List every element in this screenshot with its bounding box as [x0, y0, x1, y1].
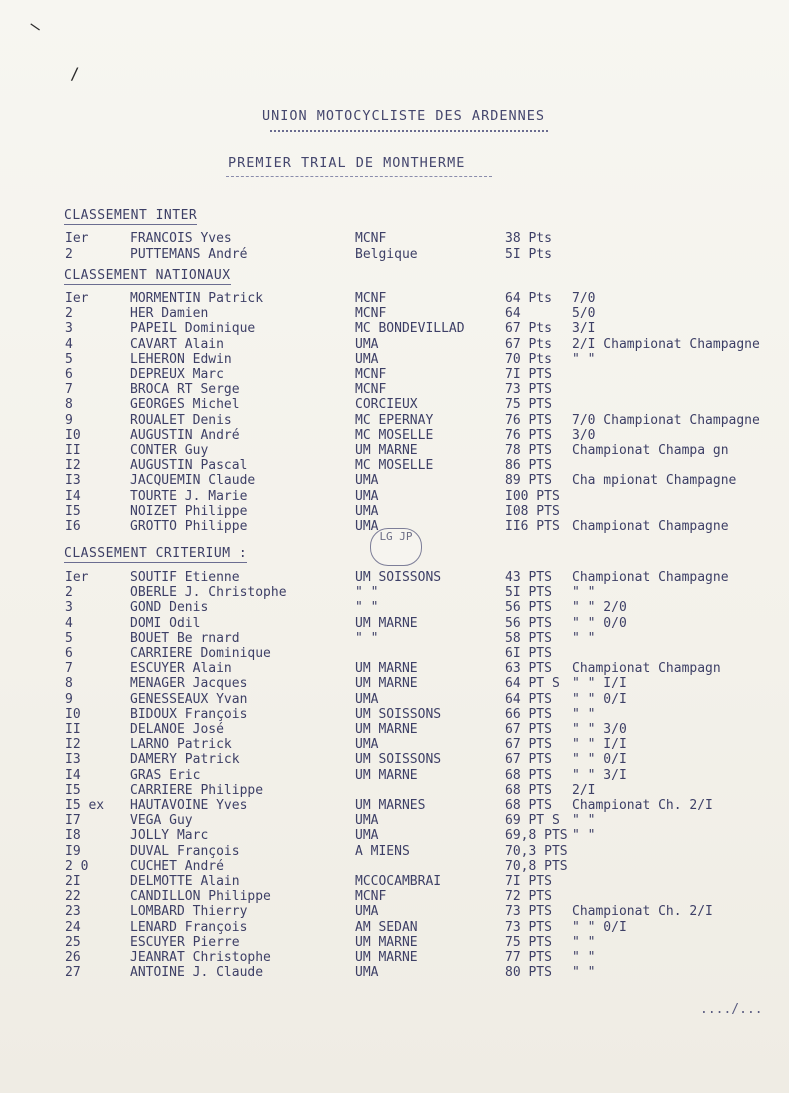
result-row — [0, 397, 789, 412]
result-extra: " " I/I — [572, 676, 627, 692]
result-name: OBERLE J. Christophe — [130, 585, 287, 601]
result-name: GENESSEAUX Yvan — [130, 691, 248, 707]
result-pts: 67 Pts — [505, 321, 552, 337]
result-pts: 70,3 PTS — [505, 843, 568, 859]
result-rank: I8 — [65, 828, 81, 844]
result-row — [0, 570, 789, 585]
result-rank: 5 — [65, 351, 73, 367]
result-name: DELANOE José — [130, 722, 224, 737]
result-name: DUVAL François — [130, 843, 240, 859]
result-rank: II — [65, 722, 81, 737]
result-rank: 3 — [65, 321, 73, 337]
result-rank: 4 — [65, 615, 73, 631]
result-row — [0, 489, 789, 504]
result-row — [0, 707, 789, 722]
result-pts: 58 PTS — [505, 630, 552, 646]
result-row — [0, 428, 789, 443]
result-pts: 76 PTS — [505, 427, 552, 443]
result-rank: 2I — [65, 874, 81, 889]
result-club: UMA — [355, 488, 379, 504]
continuation-mark: ..../... — [700, 1002, 763, 1017]
result-extra: 3/I — [572, 321, 596, 337]
result-club: UMA — [355, 519, 379, 534]
result-row — [0, 247, 789, 262]
result-extra: 7/0 Championat Champagne — [572, 412, 760, 428]
result-rank: I0 — [65, 427, 81, 443]
result-extra: Championat Champagn — [572, 661, 721, 677]
result-extra: " " 3/I — [572, 767, 627, 783]
result-row — [0, 646, 789, 661]
result-name: TOURTE J. Marie — [130, 488, 248, 504]
result-extra: Championat Ch. 2/I — [572, 904, 713, 920]
result-pts: 7I PTS — [505, 367, 552, 382]
initials-stamp: LG JP — [370, 528, 422, 566]
result-extra: Championat Ch. 2/I — [572, 798, 713, 813]
result-rank: 4 — [65, 336, 73, 352]
result-name: BOUET Be rnard — [130, 630, 240, 646]
result-pts: 67 PTS — [505, 737, 552, 753]
result-rank: 2 0 — [65, 858, 89, 874]
result-extra: Championat Champagne — [572, 519, 729, 534]
result-pts: 64 Pts — [505, 291, 552, 306]
result-rank: I4 — [65, 767, 81, 783]
result-rank: I5 — [65, 503, 81, 519]
result-name: CAVART Alain — [130, 336, 224, 352]
result-name: CUCHET André — [130, 858, 224, 874]
result-club: UMA — [355, 691, 379, 707]
result-row — [0, 631, 789, 646]
result-row — [0, 752, 789, 767]
result-rank: I4 — [65, 488, 81, 504]
result-row — [0, 813, 789, 828]
result-pts: 64 PT S — [505, 676, 560, 692]
result-name: DAMERY Patrick — [130, 752, 240, 768]
result-name: AUGUSTIN André — [130, 427, 240, 443]
result-name: MENAGER Jacques — [130, 676, 248, 692]
result-rank: 9 — [65, 691, 73, 707]
result-extra: " " — [572, 965, 596, 981]
result-pts: 38 Pts — [505, 231, 552, 246]
result-rank: Ier — [65, 570, 89, 585]
result-extra: " " 0/0 — [572, 615, 627, 631]
result-extra: " " — [572, 706, 596, 722]
result-club: " " — [355, 585, 379, 601]
result-rank: 6 — [65, 646, 73, 661]
section-title-nationaux: CLASSEMENT NATIONAUX — [64, 268, 231, 283]
result-name: GOND Denis — [130, 600, 209, 616]
result-pts: 72 PTS — [505, 889, 552, 905]
result-row — [0, 291, 789, 306]
result-row — [0, 413, 789, 428]
result-club: UM MARNES — [355, 798, 426, 813]
result-rank: 24 — [65, 919, 81, 935]
result-row — [0, 737, 789, 752]
result-row — [0, 920, 789, 935]
result-rank: Ier — [65, 291, 89, 306]
result-row — [0, 844, 789, 859]
result-club: UM SOISSONS — [355, 570, 442, 585]
pen-tick: / — [70, 64, 80, 83]
result-pts: 56 PTS — [505, 615, 552, 631]
result-rank: I5 — [65, 782, 81, 798]
result-pts: 67 PTS — [505, 722, 552, 737]
result-row — [0, 443, 789, 458]
section-title-criterium: CLASSEMENT CRITERIUM : — [64, 546, 248, 561]
result-row — [0, 337, 789, 352]
result-pts: 64 PTS — [505, 691, 552, 707]
result-name: MORMENTIN Patrick — [130, 291, 264, 306]
result-club: UM MARNE — [355, 934, 418, 950]
result-row — [0, 935, 789, 950]
result-rank: I3 — [65, 752, 81, 768]
result-row — [0, 722, 789, 737]
result-extra: 2/I Championat Champagne — [572, 336, 760, 352]
organization-underline — [270, 130, 548, 132]
result-row — [0, 585, 789, 600]
result-club: UMA — [355, 473, 379, 489]
result-club: MC EPERNAY — [355, 412, 434, 428]
result-name: PAPEIL Dominique — [130, 321, 256, 337]
result-name: JEANRAT Christophe — [130, 950, 271, 965]
result-row — [0, 616, 789, 631]
result-name: LENARD François — [130, 919, 248, 935]
result-rank: 26 — [65, 950, 81, 965]
result-pts: 70,8 PTS — [505, 858, 568, 874]
result-rank: I3 — [65, 473, 81, 489]
result-extra: " " — [572, 585, 596, 601]
result-name: PUTTEMANS André — [130, 246, 248, 262]
result-row — [0, 231, 789, 246]
result-rank: 2 — [65, 246, 73, 262]
result-pts: 70 Pts — [505, 351, 552, 367]
result-rank: I0 — [65, 706, 81, 722]
result-extra: 2/I — [572, 782, 596, 798]
result-row — [0, 828, 789, 843]
result-pts: 78 PTS — [505, 443, 552, 458]
result-club: MCCOCAMBRAI — [355, 874, 442, 889]
result-rank: I7 — [65, 813, 81, 829]
result-row — [0, 504, 789, 519]
result-extra: 5/0 — [572, 306, 596, 322]
result-pts: 73 PTS — [505, 904, 552, 920]
result-club: " " — [355, 630, 379, 646]
result-club: " " — [355, 600, 379, 616]
result-pts: 66 PTS — [505, 706, 552, 722]
result-pts: 5I Pts — [505, 246, 552, 262]
result-pts: 75 PTS — [505, 934, 552, 950]
result-name: HER Damien — [130, 306, 209, 322]
result-row — [0, 676, 789, 691]
result-name: NOIZET Philippe — [130, 503, 248, 519]
result-extra: " " 0/I — [572, 919, 627, 935]
result-row — [0, 798, 789, 813]
result-rank: 22 — [65, 889, 81, 905]
result-club: UM SOISSONS — [355, 752, 442, 768]
result-row — [0, 768, 789, 783]
result-pts: 67 Pts — [505, 336, 552, 352]
result-extra: Cha mpionat Champagne — [572, 473, 737, 489]
result-club: UMA — [355, 737, 379, 753]
result-rank: II — [65, 443, 81, 458]
result-rank: I9 — [65, 843, 81, 859]
result-club: MCNF — [355, 306, 387, 322]
result-pts: 69 PT S — [505, 813, 560, 829]
result-club: UMA — [355, 965, 379, 981]
result-extra: " " — [572, 813, 596, 829]
result-row — [0, 382, 789, 397]
result-club: UMA — [355, 904, 379, 920]
result-name: LOMBARD Thierry — [130, 904, 248, 920]
result-rank: 8 — [65, 676, 73, 692]
result-pts: 86 PTS — [505, 458, 552, 474]
result-club: MCNF — [355, 367, 387, 382]
result-pts: 63 PTS — [505, 661, 552, 677]
result-club: UMA — [355, 351, 379, 367]
result-club: MC MOSELLE — [355, 427, 434, 443]
result-rank: Ier — [65, 231, 89, 246]
result-club: MCNF — [355, 291, 387, 306]
result-row — [0, 352, 789, 367]
result-pts: 73 PTS — [505, 919, 552, 935]
result-rank: I6 — [65, 519, 81, 534]
result-pts: 5I PTS — [505, 585, 552, 601]
result-row — [0, 600, 789, 615]
result-club: MCNF — [355, 231, 387, 246]
event-underline — [226, 176, 492, 177]
result-club: UM MARNE — [355, 950, 418, 965]
result-name: SOUTIF Etienne — [130, 570, 240, 585]
result-extra: " " I/I — [572, 737, 627, 753]
section-title-inter: CLASSEMENT INTER — [64, 208, 198, 223]
result-name: BIDOUX François — [130, 706, 248, 722]
result-club: UM MARNE — [355, 661, 418, 677]
result-club: UM MARNE — [355, 722, 418, 737]
result-pts: I08 PTS — [505, 503, 560, 519]
result-rank: 2 — [65, 306, 73, 322]
result-name: JACQUEMIN Claude — [130, 473, 256, 489]
organization-title: UNION MOTOCYCLISTE DES ARDENNES — [262, 108, 545, 124]
result-row — [0, 965, 789, 980]
result-name: DEPREUX Marc — [130, 367, 224, 382]
result-pts: 75 PTS — [505, 397, 552, 413]
result-extra: " " — [572, 934, 596, 950]
result-extra: " " 2/0 — [572, 600, 627, 616]
result-pts: 7I PTS — [505, 874, 552, 889]
result-extra: " " — [572, 950, 596, 965]
result-name: DOMI Odil — [130, 615, 201, 631]
result-extra: 7/0 — [572, 291, 596, 306]
result-rank: 3 — [65, 600, 73, 616]
result-rank: 6 — [65, 367, 73, 382]
result-club: MCNF — [355, 382, 387, 398]
result-extra: 3/0 — [572, 427, 596, 443]
result-rank: 8 — [65, 397, 73, 413]
result-extra: " " — [572, 630, 596, 646]
result-club: UMA — [355, 828, 379, 844]
result-row — [0, 661, 789, 676]
result-extra: " " 3/0 — [572, 722, 627, 737]
result-rank: 2 — [65, 585, 73, 601]
result-rank: 25 — [65, 934, 81, 950]
result-name: DELMOTTE Alain — [130, 874, 240, 889]
result-name: JOLLY Marc — [130, 828, 209, 844]
result-name: CARRIERE Dominique — [130, 646, 271, 661]
result-name: FRANCOIS Yves — [130, 231, 232, 246]
result-pts: 56 PTS — [505, 600, 552, 616]
result-name: CARRIERE Philippe — [130, 782, 264, 798]
result-rank: I2 — [65, 737, 81, 753]
result-pts: 80 PTS — [505, 965, 552, 981]
result-pts: II6 PTS — [505, 519, 560, 534]
result-rank: 23 — [65, 904, 81, 920]
result-club: AM SEDAN — [355, 919, 418, 935]
result-pts: 68 PTS — [505, 782, 552, 798]
result-club: MCNF — [355, 889, 387, 905]
result-rank: I2 — [65, 458, 81, 474]
result-pts: 43 PTS — [505, 570, 552, 585]
result-row — [0, 889, 789, 904]
result-name: GEORGES Michel — [130, 397, 240, 413]
result-extra: " " — [572, 828, 596, 844]
result-club: MC BONDEVILLAD — [355, 321, 465, 337]
result-pts: 77 PTS — [505, 950, 552, 965]
result-row — [0, 692, 789, 707]
result-row — [0, 950, 789, 965]
result-pts: 64 — [505, 306, 521, 322]
result-name: AUGUSTIN Pascal — [130, 458, 248, 474]
result-pts: 73 PTS — [505, 382, 552, 398]
result-club: UM MARNE — [355, 443, 418, 458]
result-row — [0, 904, 789, 919]
result-name: LARNO Patrick — [130, 737, 232, 753]
result-pts: 68 PTS — [505, 767, 552, 783]
result-rank: 27 — [65, 965, 81, 981]
result-club: UM SOISSONS — [355, 706, 442, 722]
result-club: MC MOSELLE — [355, 458, 434, 474]
result-pts: I00 PTS — [505, 488, 560, 504]
result-club: UMA — [355, 503, 379, 519]
result-club: Belgique — [355, 246, 418, 262]
result-name: LEHERON Edwin — [130, 351, 232, 367]
result-row — [0, 783, 789, 798]
pen-mark: — — [24, 14, 46, 39]
result-club: A MIENS — [355, 843, 410, 859]
result-row — [0, 367, 789, 382]
result-extra: " " 0/I — [572, 752, 627, 768]
event-title: PREMIER TRIAL DE MONTHERME — [228, 155, 466, 171]
result-name: ESCUYER Alain — [130, 661, 232, 677]
result-pts: 6I PTS — [505, 646, 552, 661]
result-rank: I5 ex — [65, 798, 105, 813]
result-pts: 67 PTS — [505, 752, 552, 768]
result-row — [0, 458, 789, 473]
result-extra: " " 0/I — [572, 691, 627, 707]
result-name: ESCUYER Pierre — [130, 934, 240, 950]
result-pts: 69,8 PTS — [505, 828, 568, 844]
result-row — [0, 321, 789, 336]
result-club: CORCIEUX — [355, 397, 418, 413]
result-club: UM MARNE — [355, 615, 418, 631]
result-name: BROCA RT Serge — [130, 382, 240, 398]
result-row — [0, 473, 789, 488]
result-pts: 89 PTS — [505, 473, 552, 489]
result-row — [0, 306, 789, 321]
result-name: HAUTAVOINE Yves — [130, 798, 248, 813]
result-pts: 76 PTS — [505, 412, 552, 428]
result-row — [0, 859, 789, 874]
result-name: CANDILLON Philippe — [130, 889, 271, 905]
result-extra: Championat Champagne — [572, 570, 729, 585]
result-club: UMA — [355, 813, 379, 829]
result-club: UM MARNE — [355, 676, 418, 692]
result-club: UM MARNE — [355, 767, 418, 783]
result-rank: 5 — [65, 630, 73, 646]
result-name: ROUALET Denis — [130, 412, 232, 428]
result-rank: 9 — [65, 412, 73, 428]
result-name: GRAS Eric — [130, 767, 201, 783]
result-row — [0, 874, 789, 889]
result-rank: 7 — [65, 382, 73, 398]
result-rank: 7 — [65, 661, 73, 677]
result-extra: " " — [572, 351, 596, 367]
result-extra: Championat Champa gn — [572, 443, 729, 458]
result-name: CONTER Guy — [130, 443, 209, 458]
result-name: GROTTO Philippe — [130, 519, 248, 534]
result-name: VEGA Guy — [130, 813, 193, 829]
result-club: UMA — [355, 336, 379, 352]
result-name: ANTOINE J. Claude — [130, 965, 264, 981]
result-pts: 68 PTS — [505, 798, 552, 813]
